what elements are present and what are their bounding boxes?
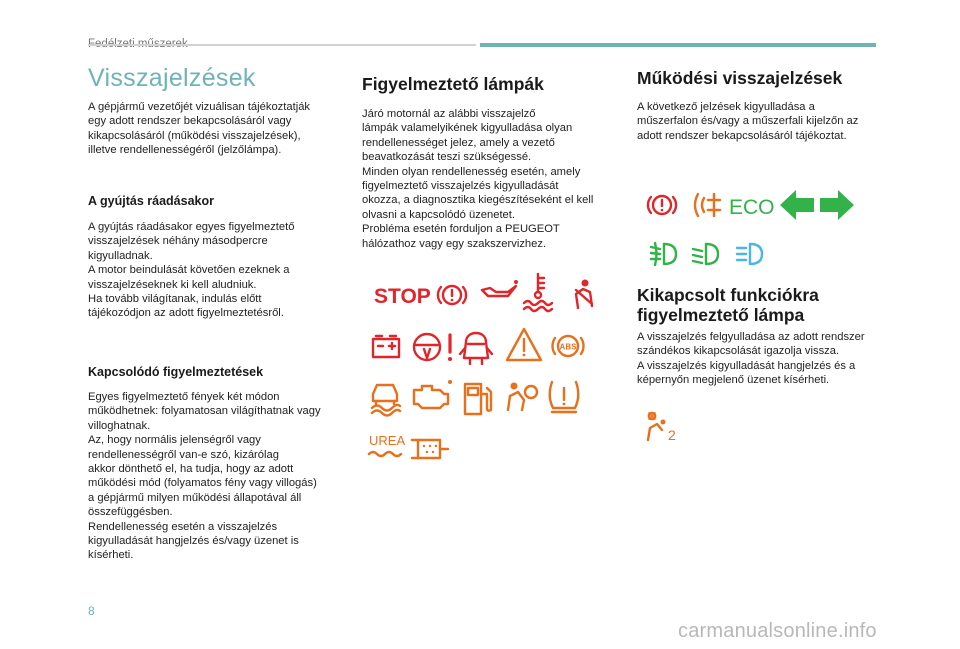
engine-check-icon (408, 378, 454, 414)
intro-text: A gépjármű vezetőjét vizuálisan tájékoztatják egy adott rendszer bekapcsolásáról vagy kikapcsolásáról (működési visszajelzések), illetve rendellenességéről (jelzőlámpa). (88, 101, 311, 157)
door-open-icon (458, 326, 494, 368)
left-turn-indicator-icon (778, 188, 816, 222)
fuel-level-icon (460, 380, 496, 418)
diesel-particle-filter-icon (408, 434, 452, 464)
svg-text:STOP: STOP (374, 285, 431, 308)
operating-lamps-text: A következő jelzések kigyulladása a műszerfalon és/vagy a műszerfali kijelzőn az adott rendszer bekapcsolásáról tájékoztat. (637, 101, 859, 142)
coolant-temperature-icon (520, 270, 556, 312)
page-title: Visszajelzések (88, 64, 256, 92)
power-steering-icon (410, 328, 456, 366)
warning-lamps-heading: Figyelmeztető lámpák (362, 74, 544, 94)
stability-control-icon (368, 380, 402, 416)
dipped-beam-icon (690, 240, 724, 268)
warning-lamps-text: Járó motornál az alábbi visszajelző lámpák valamelyikének kigyulladása olyan rendellenességet jelez, amely a vezető beavatkozását teszi szükségessé. Minden olyan rendellenesség esetén, amely figyelmeztető visszajelzés kigyulladását okozza, a diagnosztika kiegészítéseként el kell olvasni a kapcsolódó üzenetet. Probléma esetén forduljon a PEUGEOT hálózathoz vagy egy szakszervizhez. (362, 108, 594, 250)
airbag-icon (504, 378, 540, 414)
deactivated-heading-line1: Kikapcsolt funkciókra (637, 285, 819, 305)
general-warning-icon (504, 326, 544, 364)
operating-lamps-heading: Működési visszajelzések (637, 68, 843, 88)
watermark: carmanualsonline.info (678, 620, 877, 642)
deactivated-heading-line2: figyelmeztető lámpa (637, 305, 805, 325)
adblue-urea-icon (366, 432, 406, 462)
svg-text:2: 2 (668, 427, 676, 443)
related-warnings-text: Egyes figyelmeztető fények két módon működhetnek: folyamatosan világíthatnak vagy villoghatnak. Az, hogy normális jelenségről vagy rendellenességről van-e szó, kizárólag akkor dönthető el, ha tudja, hogy az adott működési mód (folyamatos fény vagy villogás) a gépjármű milyen működési állapotával áll összefüggésben. Rendellenesség esetén a visszajelzés kigyulladását hangjelzés és/vagy üzenet is kísérheti. (88, 391, 321, 562)
svg-text:UREA: UREA (369, 433, 406, 448)
brake-warning-icon (436, 280, 468, 310)
ignition-heading: A gyújtás ráadásakor (88, 194, 214, 208)
right-turn-indicator-icon (818, 188, 856, 222)
parking-brake-icon (646, 190, 678, 220)
main-beam-icon (734, 240, 768, 268)
page-number: 8 (88, 604, 95, 618)
passenger-airbag-off-icon (644, 410, 680, 442)
oil-pressure-icon (478, 276, 520, 306)
header-rule-accent (480, 43, 876, 47)
stop-icon (372, 282, 431, 308)
glow-plug-icon (690, 190, 724, 220)
svg-text:ECO: ECO (729, 196, 775, 219)
eco-mode-icon (728, 194, 775, 219)
seatbelt-icon (568, 278, 598, 312)
front-fog-light-icon (648, 240, 682, 268)
battery-icon (370, 334, 402, 360)
deactivated-functions-heading (637, 285, 819, 325)
header-rule (88, 44, 476, 46)
tyre-pressure-icon (544, 378, 584, 416)
related-warnings-heading: Kapcsolódó figyelmeztetések (88, 365, 264, 379)
ignition-text: A gyújtás ráadásakor egyes figyelmeztető visszajelzések néhány másodpercre kigyulladnak. A motor beindulását követően ezeknek a visszajelzéseknek ki kell aludniuk. Ha tovább világítanak, indulás előtt tájékozódjon az adott figyelmeztetésről. (88, 221, 295, 320)
abs-icon (550, 330, 586, 362)
deactivated-functions-text: A visszajelzés felgyulladása az adott rendszer szándékos kikapcsolását igazolja vissza. A visszajelzés kigyulladását hangjelzés és a képernyőn megjelenő üzenet kísérheti. (637, 331, 865, 387)
svg-text:ABS: ABS (559, 342, 577, 352)
